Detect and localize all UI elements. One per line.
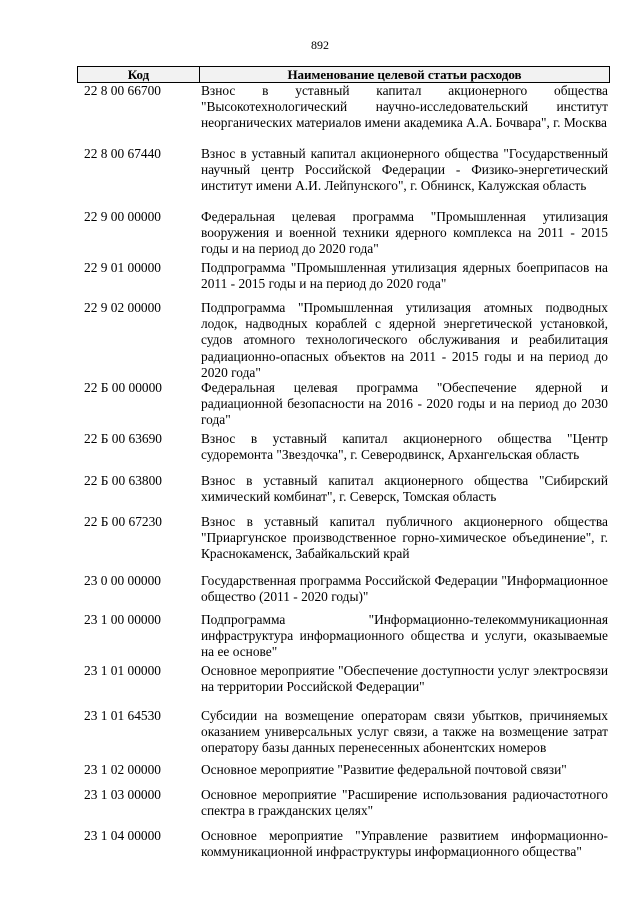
row-code: 22 Б 00 63690 (84, 431, 162, 446)
row-code: 22 8 00 67440 (84, 146, 161, 161)
row-code: 23 1 01 00000 (84, 663, 161, 678)
row-code: 23 1 00 00000 (84, 612, 161, 627)
row-code: 22 9 00 00000 (84, 209, 161, 224)
row-name: Основное мероприятие "Обеспечение доступности услуг электросвязи на территории Российской Федерации" (201, 663, 608, 695)
table-row (77, 473, 610, 514)
row-code: 22 8 00 66700 (84, 83, 161, 98)
row-name: Взнос в уставный капитал публичного акционерного общества "Приаргунское производственное горно-химическое объединение", г. Краснокаменск, Забайкальский край (201, 514, 608, 562)
row-name: Государственная программа Российской Федерации "Информационное общество (2011 - 2020 годы)" (201, 573, 608, 605)
table-row (77, 83, 610, 146)
row-code: 23 0 00 00000 (84, 573, 161, 588)
row-code: 22 Б 00 00000 (84, 380, 162, 395)
table-header (77, 66, 610, 83)
row-name: Взнос в уставный капитал акционерного общества "Сибирский химический комбинат", г. Северск, Томская область (201, 473, 608, 505)
table-row (77, 380, 610, 431)
row-code: 22 Б 00 67230 (84, 514, 162, 529)
table-row (77, 663, 610, 708)
row-name: Взнос в уставный капитал акционерного общества "Государственный научный центр Российской Федерации - Физико-энергетический институт имени А.И. Лейпунского", г. Обнинск, Калужская область (201, 146, 608, 194)
table-row (77, 260, 610, 300)
table-row (77, 431, 610, 473)
row-code: 22 Б 00 63800 (84, 473, 162, 488)
row-name: Основное мероприятие "Расширение использования радиочастотного спектра в гражданских целях" (201, 787, 608, 819)
row-name: Основное мероприятие "Управление развитием информационно-коммуникационной инфраструктуры информационного общества" (201, 828, 608, 860)
table-row (77, 762, 610, 787)
table-row (77, 708, 610, 762)
row-code: 23 1 01 64530 (84, 708, 161, 723)
table-row (77, 300, 610, 380)
table-row (77, 573, 610, 612)
header-name: Наименование целевой статьи расходов (287, 67, 522, 82)
budget-table (77, 66, 610, 862)
header-code: Код (78, 67, 200, 82)
table-row (77, 787, 610, 828)
row-name: Подпрограмма "Промышленная утилизация атомных подводных лодок, надводных кораблей с ядерной энергетической установкой, судов атомного технологического обслуживания и реабилитация радиационно-опасных объектов на 2011 - 2015 годы и на период до 2020 года" (201, 300, 608, 380)
table-row (77, 209, 610, 260)
row-name: Взнос в уставный капитал акционерного общества "Центр судоремонта "Звездочка", г. Северодвинск, Архангельская область (201, 431, 608, 463)
row-name: Подпрограмма "Информационно-телекоммуникационная инфраструктура информационного общества и услуги, оказываемые на ее основе" (201, 612, 608, 660)
table-row (77, 146, 610, 209)
page-number: 892 (311, 38, 329, 52)
row-name: Федеральная целевая программа "Обеспечение ядерной и радиационной безопасности на 2016 - 2020 годы и на период до 2030 года" (201, 380, 608, 428)
row-name: Подпрограмма "Промышленная утилизация ядерных боеприпасов на 2011 - 2015 годы и на период до 2020 года" (201, 260, 608, 292)
row-name: Взнос в уставный капитал акционерного общества "Высокотехнологический научно-исследовательский институт неорганических материалов имени академика А.А. Бочвара", г. Москва (201, 83, 608, 131)
table-row (77, 828, 610, 862)
row-code: 23 1 04 00000 (84, 828, 161, 843)
row-name: Субсидии на возмещение операторам связи убытков, причиняемых оказанием универсальных услуг связи, а также на возмещение затрат оператору базы данных перенесенных абонентских номеров (201, 708, 608, 756)
row-code: 23 1 02 00000 (84, 762, 161, 777)
row-code: 22 9 02 00000 (84, 300, 161, 315)
row-name: Федеральная целевая программа "Промышленная утилизация вооружения и военной техники ядерного комплекса на 2011 - 2015 годы и на период до 2020 года" (201, 209, 608, 257)
row-code: 23 1 03 00000 (84, 787, 161, 802)
table-row (77, 514, 610, 573)
table-row (77, 612, 610, 663)
row-name: Основное мероприятие "Развитие федеральной почтовой связи" (201, 762, 567, 777)
row-code: 22 9 01 00000 (84, 260, 161, 275)
